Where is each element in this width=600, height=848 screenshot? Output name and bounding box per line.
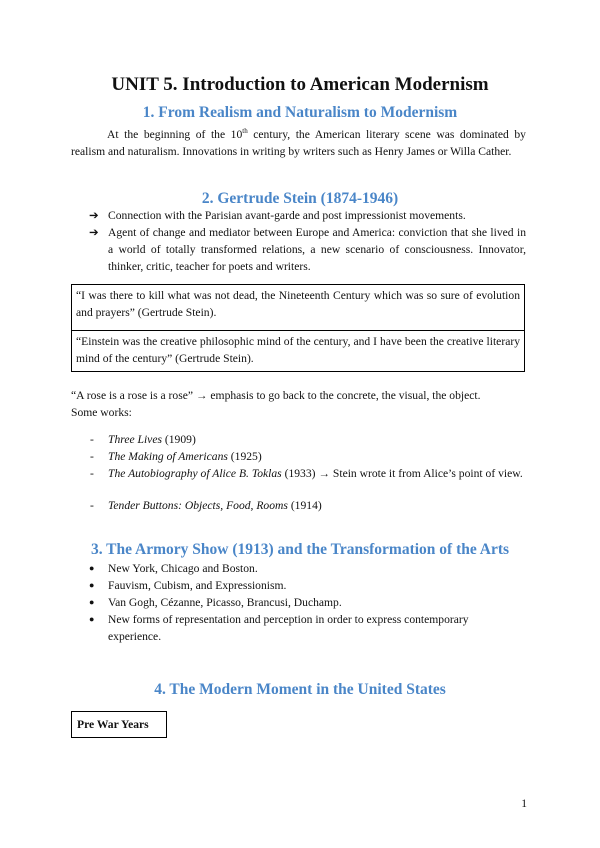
dash-bullet-icon: - xyxy=(90,499,94,512)
section-1-paragraph: At the beginning of the 10th century, the American literary scene was dominated by realism and naturalism. Innovations in writing by writers such as Henry James or Willa Cather. xyxy=(71,127,526,158)
armory-bullet: Van Gogh, Cézanne, Picasso, Brancusi, Duchamp. xyxy=(108,596,342,609)
work-item: The Making of Americans (1925) xyxy=(108,450,262,463)
section-1-heading: 1. From Realism and Naturalism to Modernism xyxy=(142,104,458,121)
quotes-table xyxy=(71,284,525,372)
armory-bullet: Fauvism, Cubism, and Expressionism. xyxy=(108,579,287,592)
section-2-heading: 2. Gertrude Stein (1874-1946) xyxy=(201,190,399,207)
arrow-bullet-icon: ➔ xyxy=(89,209,99,222)
dash-bullet-icon: - xyxy=(90,433,94,446)
armory-bullet: New forms of representation and perception in order to express contemporary experience. xyxy=(108,613,469,643)
quote-1: “I was there to kill what was not dead, the Nineteenth Century which was so sure of evolution and prayers” (Gertrude Stein). xyxy=(76,289,520,319)
dot-bullet-icon: ● xyxy=(89,580,95,590)
work-item: The Autobiography of Alice B. Toklas (1933) → Stein wrote it from Alice’s point of view. xyxy=(108,467,523,480)
arrow-bullet-icon: ➔ xyxy=(89,226,99,239)
dot-bullet-icon: ● xyxy=(89,597,95,607)
armory-bullet: New York, Chicago and Boston. xyxy=(108,562,258,575)
stein-bullet-1: Connection with the Parisian avant-garde and post impressionist movements. xyxy=(108,209,466,222)
work-item: Three Lives (1909) xyxy=(108,433,196,446)
stein-bullet-2: Agent of change and mediator between Europe and America: conviction that she lived in a world of totally transformed relations, a new scenario of consciousness. Innovator, thinker, critic, teacher for poets and writers. xyxy=(108,226,526,273)
dash-bullet-icon: - xyxy=(90,450,94,463)
dot-bullet-icon: ● xyxy=(89,563,95,573)
work-item: Tender Buttons: Objects, Food, Rooms (1914) xyxy=(108,499,322,512)
page-number: 1 xyxy=(521,797,527,810)
works-label: Some works: xyxy=(71,406,132,419)
rose-line: “A rose is a rose is a rose” → emphasis to go back to the concrete, the visual, the object. xyxy=(71,389,481,402)
section-4-heading: 4. The Modern Moment in the United States xyxy=(154,681,446,698)
section-3-heading: 3. The Armory Show (1913) and the Transformation of the Arts xyxy=(90,541,510,558)
quote-2: “Einstein was the creative philosophic mind of the century, and I have been the creative literary mind of the century” (Gertrude Stein). xyxy=(72,330,524,369)
dot-bullet-icon: ● xyxy=(89,614,95,624)
pre-war-years-box: Pre War Years xyxy=(71,711,167,738)
dash-bullet-icon: - xyxy=(90,467,94,480)
document-title: UNIT 5. Introduction to American Modernism xyxy=(111,74,489,95)
